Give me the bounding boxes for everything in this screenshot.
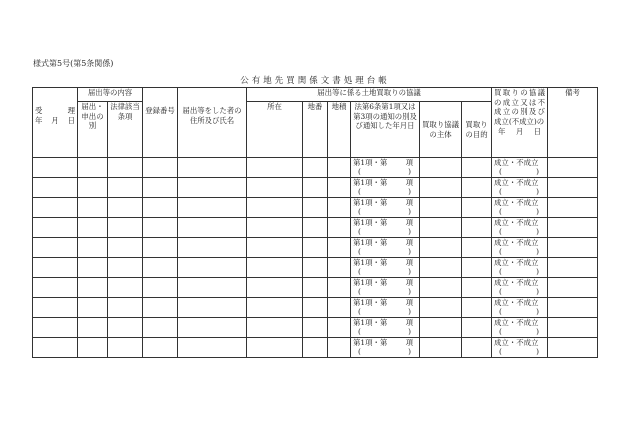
table-cell[interactable]	[328, 258, 351, 278]
header-land-group: 届出等に係る土地買取りの協議	[247, 88, 492, 102]
table-row	[33, 338, 598, 358]
table-cell[interactable]	[303, 238, 328, 258]
table-cell[interactable]	[108, 298, 143, 318]
table-cell[interactable]	[178, 238, 247, 258]
table-row	[33, 218, 598, 238]
table-cell[interactable]	[78, 198, 108, 218]
table-cell[interactable]	[548, 198, 598, 218]
header-notification-group: 届出等の内容	[78, 88, 143, 102]
table-cell[interactable]	[33, 338, 78, 358]
table-cell[interactable]	[548, 278, 598, 298]
table-cell[interactable]	[420, 298, 462, 318]
table-cell[interactable]	[143, 278, 178, 298]
table-cell[interactable]	[328, 158, 351, 178]
table-cell[interactable]	[462, 198, 492, 218]
table-cell[interactable]	[420, 178, 462, 198]
table-cell[interactable]	[462, 298, 492, 318]
clause-cell[interactable]: 第1項・第 項 ( )	[351, 278, 420, 298]
table-cell[interactable]	[462, 238, 492, 258]
clause-cell[interactable]: 第1項・第 項 ( )	[351, 238, 420, 258]
table-cell[interactable]	[462, 278, 492, 298]
result-cell[interactable]: 成立・不成立 ( )	[492, 218, 548, 238]
table-cell[interactable]	[143, 258, 178, 278]
result-cell[interactable]: 成立・不成立 ( )	[492, 238, 548, 258]
table-cell[interactable]	[303, 318, 328, 338]
header-result: 買取りの協議の成立又は不成立の別及び成立(不成立)の 年 月 日	[492, 88, 548, 158]
table-cell[interactable]	[548, 298, 598, 318]
table-cell[interactable]	[247, 258, 303, 278]
table-cell[interactable]	[462, 218, 492, 238]
clause-cell[interactable]: 第1項・第 項 ( )	[351, 198, 420, 218]
table-cell[interactable]	[78, 218, 108, 238]
table-cell[interactable]	[108, 318, 143, 338]
table-cell[interactable]	[33, 318, 78, 338]
clause-cell[interactable]: 第1項・第 項 ( )	[351, 338, 420, 358]
header-remarks: 備考	[548, 88, 598, 158]
table-cell[interactable]	[420, 318, 462, 338]
clause-cell[interactable]: 第1項・第 項 ( )	[351, 218, 420, 238]
table-cell[interactable]	[303, 298, 328, 318]
table-cell[interactable]	[143, 338, 178, 358]
table-cell[interactable]	[178, 298, 247, 318]
header-notice-date: 法第6条第1項又は第3項の通知の別及び通知した年月日	[351, 102, 420, 158]
table-cell[interactable]	[303, 158, 328, 178]
clause-cell[interactable]: 第1項・第 項 ( )	[351, 258, 420, 278]
table-cell[interactable]	[143, 218, 178, 238]
table-cell[interactable]	[178, 258, 247, 278]
table-cell[interactable]	[143, 178, 178, 198]
table-row	[33, 318, 598, 338]
table-cell[interactable]	[328, 318, 351, 338]
form-id: 様式第5号(第5条関係)	[33, 59, 114, 68]
table-cell[interactable]	[33, 218, 78, 238]
table-cell[interactable]	[303, 178, 328, 198]
table-cell[interactable]	[420, 338, 462, 358]
table-cell[interactable]	[420, 198, 462, 218]
table-cell[interactable]	[548, 318, 598, 338]
table-cell[interactable]	[548, 238, 598, 258]
table-cell[interactable]	[247, 158, 303, 178]
table-row	[33, 238, 598, 258]
table-cell[interactable]	[33, 278, 78, 298]
table-cell[interactable]	[33, 258, 78, 278]
table-cell[interactable]	[462, 258, 492, 278]
table-cell[interactable]	[420, 238, 462, 258]
table-cell[interactable]	[178, 278, 247, 298]
table-cell[interactable]	[143, 318, 178, 338]
table-cell[interactable]	[108, 198, 143, 218]
table-cell[interactable]	[303, 198, 328, 218]
table-cell[interactable]	[247, 298, 303, 318]
table-cell[interactable]	[548, 178, 598, 198]
table-row	[33, 298, 598, 318]
clause-cell[interactable]: 第1項・第 項 ( )	[351, 318, 420, 338]
result-cell[interactable]: 成立・不成立 ( )	[492, 298, 548, 318]
table-cell[interactable]	[548, 258, 598, 278]
table-cell[interactable]	[178, 158, 247, 178]
result-cell[interactable]: 成立・不成立 ( )	[492, 178, 548, 198]
header-receipt-date: 受 理 年 月 日	[33, 88, 78, 158]
table-row	[33, 158, 598, 178]
table-cell[interactable]	[108, 178, 143, 198]
table-row	[33, 198, 598, 218]
table-cell[interactable]	[78, 158, 108, 178]
table-cell[interactable]	[303, 218, 328, 238]
header-buyer: 買取り協議の主体	[420, 102, 462, 158]
table-cell[interactable]	[328, 178, 351, 198]
table-cell[interactable]	[143, 198, 178, 218]
table-cell[interactable]	[33, 178, 78, 198]
table-cell[interactable]	[78, 178, 108, 198]
table-cell[interactable]	[108, 218, 143, 238]
table-cell[interactable]	[33, 238, 78, 258]
table-cell[interactable]	[78, 298, 108, 318]
result-cell[interactable]: 成立・不成立 ( )	[492, 278, 548, 298]
clause-cell[interactable]: 第1項・第 項 ( )	[351, 178, 420, 198]
result-cell[interactable]: 成立・不成立 ( )	[492, 198, 548, 218]
result-cell[interactable]: 成立・不成立 ( )	[492, 318, 548, 338]
table-cell[interactable]	[33, 198, 78, 218]
header-purpose: 買取りの目的	[462, 102, 492, 158]
table-cell[interactable]	[303, 278, 328, 298]
table-cell[interactable]	[78, 238, 108, 258]
table-cell[interactable]	[548, 338, 598, 358]
table-cell[interactable]	[328, 278, 351, 298]
table-cell[interactable]	[462, 158, 492, 178]
clause-cell[interactable]: 第1項・第 項 ( )	[351, 158, 420, 178]
page-title: 公有地先買関係文書処理台帳	[240, 76, 390, 86]
table-cell[interactable]	[328, 238, 351, 258]
table-cell[interactable]	[303, 338, 328, 358]
table-cell[interactable]	[108, 158, 143, 178]
table-cell[interactable]	[247, 238, 303, 258]
table-cell[interactable]	[178, 338, 247, 358]
table-cell[interactable]	[328, 298, 351, 318]
table-cell[interactable]	[33, 298, 78, 318]
table-cell[interactable]	[247, 218, 303, 238]
result-cell[interactable]: 成立・不成立 ( )	[492, 258, 548, 278]
header-area: 地積	[328, 102, 351, 158]
table-cell[interactable]	[247, 278, 303, 298]
table-cell[interactable]	[548, 218, 598, 238]
table-cell[interactable]	[178, 318, 247, 338]
table-cell[interactable]	[303, 258, 328, 278]
table-cell[interactable]	[178, 178, 247, 198]
table-cell[interactable]	[247, 318, 303, 338]
table-cell[interactable]	[548, 158, 598, 178]
table-cell[interactable]	[178, 218, 247, 238]
table-cell[interactable]	[78, 338, 108, 358]
table-cell[interactable]	[462, 338, 492, 358]
header-lot-no: 地番	[303, 102, 328, 158]
table-cell[interactable]	[247, 198, 303, 218]
table-row	[33, 278, 598, 298]
table-cell[interactable]	[78, 278, 108, 298]
table-cell[interactable]	[108, 258, 143, 278]
table-cell[interactable]	[78, 258, 108, 278]
table-cell[interactable]	[247, 338, 303, 358]
table-cell[interactable]	[78, 318, 108, 338]
table-cell[interactable]	[33, 158, 78, 178]
table-cell[interactable]	[420, 218, 462, 238]
ledger-table	[32, 87, 598, 358]
table-cell[interactable]	[462, 178, 492, 198]
header-applicant: 届出等をした者の住所及び氏名	[178, 88, 247, 158]
table-cell[interactable]	[108, 238, 143, 258]
table-cell[interactable]	[178, 198, 247, 218]
result-cell[interactable]: 成立・不成立 ( )	[492, 158, 548, 178]
header-notify-type: 届出・申出の別	[78, 102, 108, 158]
table-cell[interactable]	[247, 178, 303, 198]
table-cell[interactable]	[420, 258, 462, 278]
table-cell[interactable]	[328, 218, 351, 238]
clause-cell[interactable]: 第1項・第 項 ( )	[351, 298, 420, 318]
header-registration-no: 登録番号	[143, 88, 178, 158]
table-cell[interactable]	[143, 238, 178, 258]
result-cell[interactable]: 成立・不成立 ( )	[492, 338, 548, 358]
table-cell[interactable]	[328, 338, 351, 358]
header-legal-clause: 法律該当条項	[108, 102, 143, 158]
table-cell[interactable]	[420, 278, 462, 298]
table-cell[interactable]	[462, 318, 492, 338]
table-cell[interactable]	[108, 338, 143, 358]
header-location: 所在	[247, 102, 303, 158]
table-row	[33, 178, 598, 198]
table-cell[interactable]	[420, 158, 462, 178]
table-cell[interactable]	[108, 278, 143, 298]
table-cell[interactable]	[143, 298, 178, 318]
table-cell[interactable]	[328, 198, 351, 218]
table-row	[33, 258, 598, 278]
table-cell[interactable]	[143, 158, 178, 178]
